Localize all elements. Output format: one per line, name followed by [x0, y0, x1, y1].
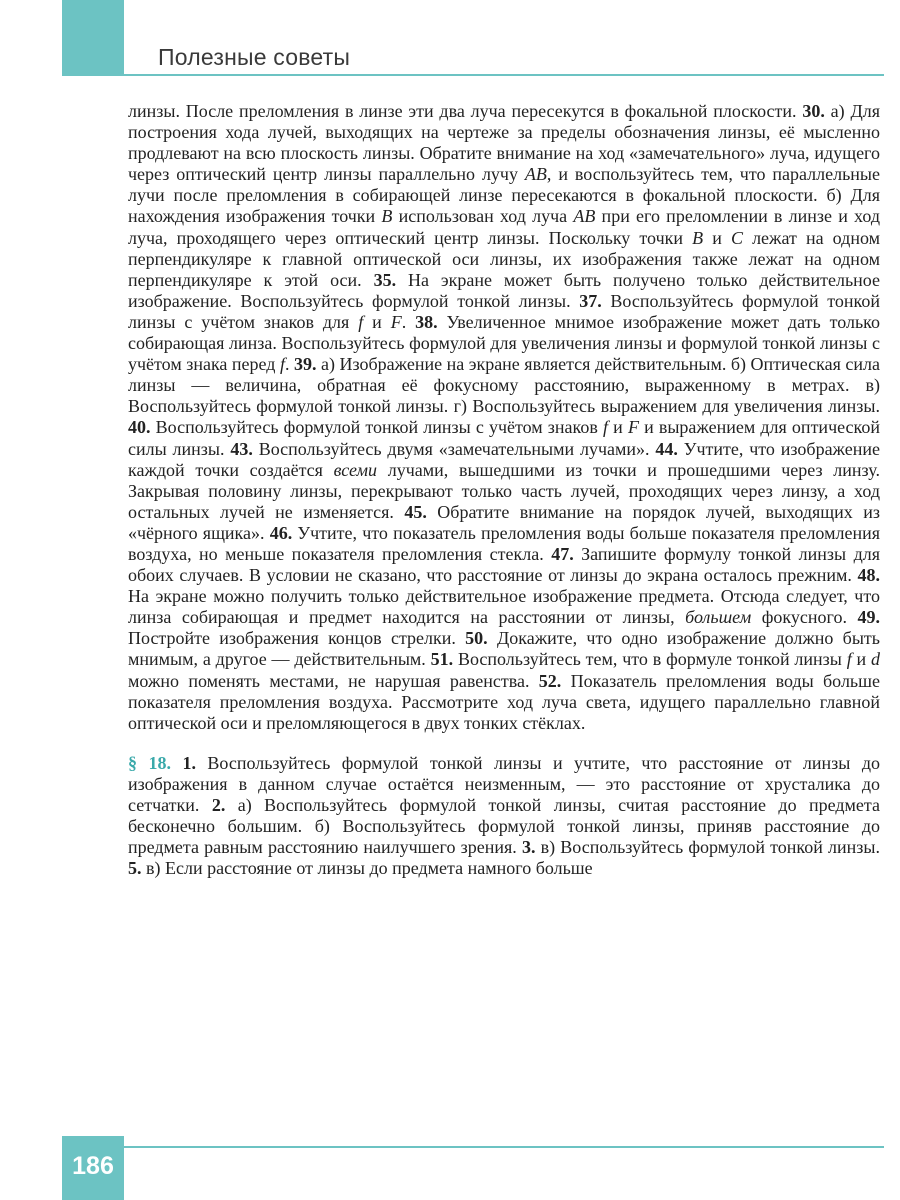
text-run: в) Воспользуйтесь формулой тонкой линзы. [535, 837, 880, 858]
italic-term: f [603, 417, 609, 438]
item-number: 46. [269, 522, 293, 543]
italic-term: AB [524, 164, 547, 185]
italic-term: d [871, 649, 880, 670]
item-number: 30. [802, 101, 825, 121]
item-number: 52. [538, 670, 562, 691]
item-number: 39. [294, 354, 317, 375]
item-number: 47. [551, 543, 574, 564]
footer-rule [124, 1146, 884, 1148]
text-run: Учтите, что показатель преломления воды больше показателя преломления воздуха, но меньше показателя преломления стекла. [128, 522, 880, 564]
text-run: Воспользуйтесь формулой тонкой линзы с учётом знаков для [128, 290, 880, 332]
italic-term: f [846, 649, 852, 670]
text-run: лежат на одном перпендикуляре к главной оптической оси линзы, их изображения также лежат на одном перпендикуляре к этой оси. [128, 227, 881, 290]
text-run: Показатель преломления воды больше показателя преломления воздуха. Рассмотрите ход луча света, идущего параллельно главной оптической оси и преломляющегося в двух тонких стёклах. [128, 670, 880, 733]
text-run: , и воспользуйтесь тем, что параллельные лучи после преломления в собирающей линзе пересекаются в фокальной плоскости. б) Для нахождения изображения точки [128, 164, 881, 227]
italic-term: AB [573, 206, 596, 227]
italic-term: f [358, 311, 364, 332]
italic-term: f [279, 354, 285, 375]
item-number: 50. [465, 628, 488, 649]
item-number: 35. [373, 269, 397, 290]
item-number: 49. [857, 607, 880, 628]
text-run: Увеличенное мнимое изображение может дать только собирающая линза. Воспользуйтесь формулой для увеличения линзы и формулой тонкой линзы с учётом знака перед [128, 311, 880, 375]
text-run: Воспользуйтесь тем, что в формуле тонкой линзы [453, 649, 847, 670]
item-number: 37. [579, 290, 602, 311]
italic-term: F [627, 417, 639, 438]
text-run: и [703, 227, 731, 248]
text-run: а) Воспользуйтесь формулой тонкой линзы, считая расстояние до предмета бесконечно большим. б) Воспользуйтесь формулой тонкой линзы, приняв расстояние до предмета равным расстоянию наилучшего зрения. [128, 795, 881, 858]
running-head: Полезные советы [158, 44, 351, 70]
page-number: 186 [72, 1152, 114, 1180]
text-run: . [284, 354, 294, 375]
text-run: На экране можно получить только действительное изображение предмета. Отсюда следует, что линза собирающая и предмет находится на расстоянии от линзы, [128, 586, 880, 628]
italic-term: F [390, 311, 402, 332]
italic-term: B [381, 206, 393, 227]
text-run: линзы. После преломления в линзе эти два луча пересекутся в фокальной плоскости. [128, 101, 803, 121]
text-run: и [851, 649, 871, 670]
section-18-paragraph [128, 753, 880, 880]
item-number: 45. [404, 501, 427, 522]
text-run: а) Изображение на экране является действительным. б) Оптическая сила линзы — величина, обратная её фокусному расстоянию, выраженному в метрах. в) Воспользуйтесь формулой тонкой линзы. г) Воспользуйтесь выражением для увеличения линзы. [128, 354, 881, 417]
text-run: Учтите, что изображение каждой точки создаётся [128, 438, 881, 480]
page-body [128, 101, 880, 879]
text-run: лучами, вышедшими из точки и прошедшими через линзу. Закрывая половину линзы, перекрывают только часть лучей, проходящих через линзу, а ход остальных лучей не изменяется. [128, 459, 880, 522]
text-run: и [363, 311, 391, 332]
header-rule [124, 74, 884, 76]
italic-term: большем [685, 607, 752, 628]
text-run: Постройте изображения концов стрелки. [128, 628, 466, 649]
italic-term: B [692, 227, 704, 248]
hints-paragraph [128, 101, 880, 734]
text-run: а) Для построения хода лучей, выходящих на чертеже за пределы обозначения линзы, её мысленно продлевают на всю плоскость линзы. Обратите внимание на ход «замечательного» луча, идущего через оптический центр линзы параллельно лучу [128, 101, 880, 185]
item-number: 43. [230, 438, 253, 459]
item-number: 51. [430, 649, 454, 670]
text-run: Обратите внимание на порядок лучей, выходящих из «чёрного ящика». [128, 501, 880, 543]
section-marker: § 18. [128, 752, 171, 773]
item-number: 40. [128, 417, 151, 438]
text-run: в) Если расстояние от линзы до предмета намного больше [141, 858, 593, 879]
item-number: 48. [857, 565, 880, 586]
text-run: Воспользуйтесь формулой тонкой линзы с учётом знаков [150, 417, 604, 438]
item-number: 2. [211, 795, 226, 815]
text-run: Воспользуйтесь двумя «замечательными лучами». [252, 438, 656, 459]
item-number: 1. [182, 752, 196, 773]
text-run: . [401, 311, 416, 332]
text-run: при его преломлении в линзе и ход луча, проходящего через оптический центр линзы. Поскольку точки [128, 206, 881, 248]
text-run: можно поменять местами, не нарушая равенства. [128, 670, 539, 691]
header-tab [62, 0, 124, 76]
text-run: и [608, 417, 628, 438]
text-run: Докажите, что одно изображение должно быть мнимым, а другое — действительным. [128, 628, 880, 670]
italic-term: C [730, 227, 743, 248]
italic-term: всеми [333, 459, 378, 480]
text-run [171, 753, 182, 773]
text-run: фокусного. [751, 607, 858, 628]
text-run: На экране может быть получено только действительное изображение. Воспользуйтесь формулой тонкой линзы. [128, 269, 880, 311]
text-run: и выражением для оптической силы линзы. [128, 417, 881, 459]
item-number: 5. [128, 858, 142, 879]
item-number: 44. [655, 438, 678, 459]
text-run: Запишите формулу тонкой линзы для обоих случаев. В условии не сказано, что расстояние от линзы до экрана осталось прежним. [128, 543, 880, 586]
item-number: 38. [415, 311, 438, 332]
item-number: 3. [521, 837, 536, 858]
text-run: Воспользуйтесь формулой тонкой линзы и учтите, что расстояние от линзы до изображения в данном случае остаётся неизменным, — это расстояние от хрусталика до сетчатки. [128, 752, 880, 815]
text-run: использован ход луча [392, 206, 574, 227]
